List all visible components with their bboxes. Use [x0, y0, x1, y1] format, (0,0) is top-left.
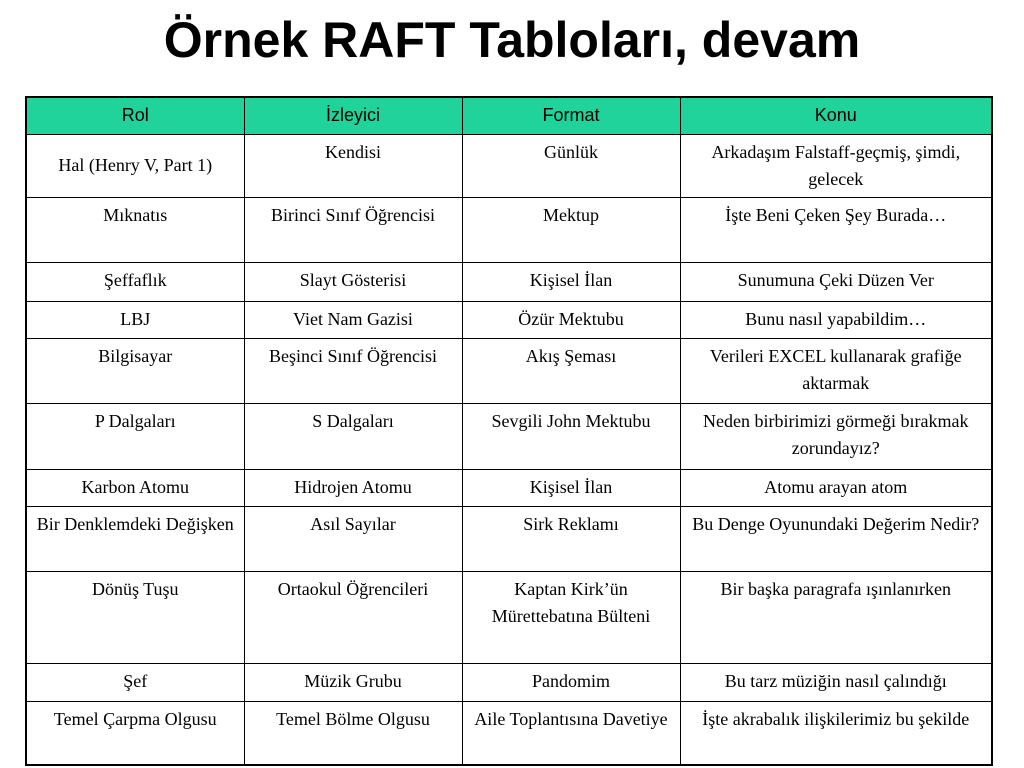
table-row	[26, 571, 992, 663]
header-format: Format	[462, 97, 680, 134]
cell-konu: İşte Beni Çeken Şey Burada…	[680, 197, 992, 262]
cell-rol: Dönüş Tuşu	[26, 571, 244, 663]
table-row	[26, 134, 992, 197]
cell-format: Günlük	[462, 134, 680, 197]
cell-konu: Bunu nasıl yapabildim…	[680, 301, 992, 338]
cell-izleyici: Viet Nam Gazisi	[244, 301, 462, 338]
table-row	[26, 197, 992, 262]
cell-rol: Bilgisayar	[26, 338, 244, 403]
cell-format: Kaptan Kirk’ün Mürettebatına Bülteni	[462, 571, 680, 663]
header-konu: Konu	[680, 97, 992, 134]
cell-rol: LBJ	[26, 301, 244, 338]
cell-rol: Şeffaflık	[26, 262, 244, 301]
cell-rol: Bir Denklemdeki Değişken	[26, 506, 244, 571]
cell-format: Aile Toplantısına Davetiye	[462, 701, 680, 765]
slide-title: Örnek RAFT Tabloları, devam	[163, 12, 861, 68]
cell-izleyici: Kendisi	[244, 134, 462, 197]
cell-izleyici: Ortaokul Öğrencileri	[244, 571, 462, 663]
cell-konu: Bu Denge Oyunundaki Değerim Nedir?	[680, 506, 992, 571]
cell-format: Kişisel İlan	[462, 469, 680, 506]
cell-format: Sirk Reklamı	[462, 506, 680, 571]
cell-konu: Sunumuna Çeki Düzen Ver	[680, 262, 992, 301]
cell-format: Akış Şeması	[462, 338, 680, 403]
cell-konu: Atomu arayan atom	[680, 469, 992, 506]
header-izleyici: İzleyici	[244, 97, 462, 134]
table-row	[26, 469, 992, 506]
cell-rol: Mıknatıs	[26, 197, 244, 262]
cell-rol: Temel Çarpma Olgusu	[26, 701, 244, 765]
cell-konu: Arkadaşım Falstaff-geçmiş, şimdi, gelecek	[680, 134, 992, 197]
cell-format: Sevgili John Mektubu	[462, 403, 680, 469]
table-row	[26, 338, 992, 403]
table-row	[26, 403, 992, 469]
cell-format: Pandomim	[462, 663, 680, 701]
cell-format: Kişisel İlan	[462, 262, 680, 301]
table-row	[26, 701, 992, 765]
cell-izleyici: S Dalgaları	[244, 403, 462, 469]
cell-rol: Şef	[26, 663, 244, 701]
header-rol: Rol	[26, 97, 244, 134]
cell-rol: Karbon Atomu	[26, 469, 244, 506]
cell-izleyici: Slayt Gösterisi	[244, 262, 462, 301]
cell-izleyici: Beşinci Sınıf Öğrencisi	[244, 338, 462, 403]
cell-konu: Bir başka paragrafa ışınlanırken	[680, 571, 992, 663]
cell-rol: P Dalgaları	[26, 403, 244, 469]
cell-konu: Neden birbirimizi görmeği bırakmak zorundayız?	[680, 403, 992, 469]
table-row	[26, 506, 992, 571]
raft-table	[25, 96, 993, 766]
table-row	[26, 262, 992, 301]
cell-rol: Hal (Henry V, Part 1)	[26, 134, 244, 197]
table-row	[26, 663, 992, 701]
cell-konu: İşte akrabalık ilişkilerimiz bu şekilde	[680, 701, 992, 765]
cell-izleyici: Temel Bölme Olgusu	[244, 701, 462, 765]
cell-izleyici: Hidrojen Atomu	[244, 469, 462, 506]
cell-format: Mektup	[462, 197, 680, 262]
header-row	[26, 97, 992, 134]
cell-konu: Verileri EXCEL kullanarak grafiğe aktarmak	[680, 338, 992, 403]
cell-izleyici: Asıl Sayılar	[244, 506, 462, 571]
cell-izleyici: Birinci Sınıf Öğrencisi	[244, 197, 462, 262]
cell-konu: Bu tarz müziğin nasıl çalındığı	[680, 663, 992, 701]
table-row	[26, 301, 992, 338]
cell-format: Özür Mektubu	[462, 301, 680, 338]
cell-izleyici: Müzik Grubu	[244, 663, 462, 701]
